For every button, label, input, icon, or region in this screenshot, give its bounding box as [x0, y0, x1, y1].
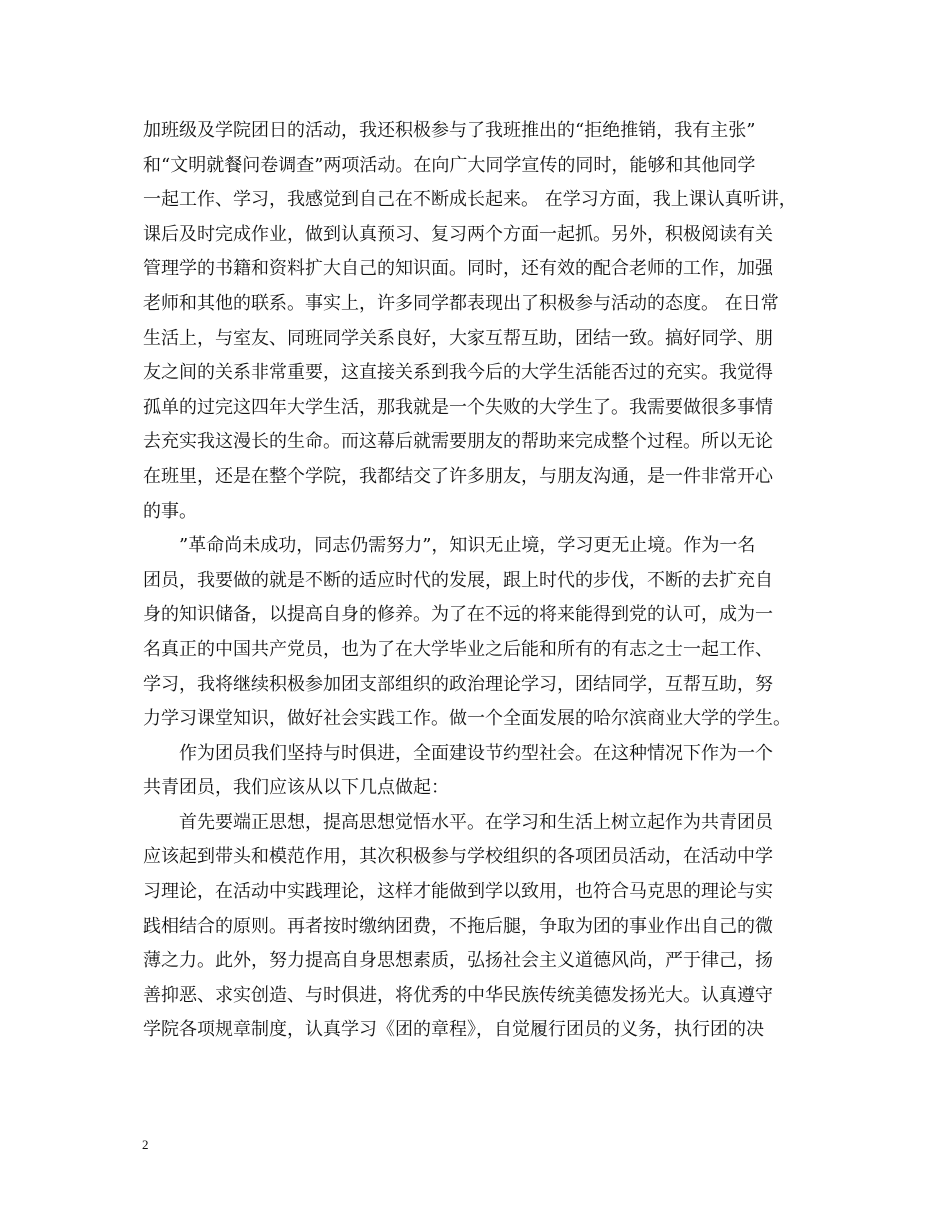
text-line: 孤单的过完这四年大学生活，那我就是一个失败的大学生了。我需要做很多事情	[143, 396, 773, 418]
document-body	[143, 114, 823, 1048]
text-line: 和“文明就餐问卷调查”两项活动。在向广大同学宣传的同时，能够和其他同学	[143, 154, 756, 176]
text-line: 首先要端正思想，提高思想觉悟水平。在学习和生活上树立起作为共青团员	[143, 811, 773, 833]
text-line: 作为团员我们坚持与时俱进，全面建设节约型社会。在这种情况下作为一个	[143, 742, 773, 764]
text-line: 薄之力。此外，努力提高自身思想素质，弘扬社会主义道德风尚，严于律己，扬	[143, 950, 773, 972]
text-line: 名真正的中国共产党员，也为了在大学毕业之后能和所有的有志之士一起工作、	[143, 638, 773, 660]
text-line: 加班级及学院团日的活动，我还积极参与了我班推出的“拒绝推销，我有主张”	[143, 120, 756, 141]
text-line: 课后及时完成作业，做到认真预习、复习两个方面一起抓。另外，积极阅读有关	[143, 223, 773, 245]
text-line: 生活上，与室友、同班同学关系良好，大家互帮互助，团结一致。搞好同学、朋	[143, 327, 773, 349]
text-line: 习理论，在活动中实践理论，这样才能做到学以致用，也符合马克思的理论与实	[143, 881, 773, 903]
text-line: 一起工作、学习，我感觉到自己在不断成长起来。 在学习方面，我上课认真听讲，	[143, 189, 797, 211]
text-line: 共青团员，我们应该从以下几点做起：	[143, 777, 449, 799]
text-line: 应该起到带头和模范作用，其次积极参与学校组织的各项团员活动，在活动中学	[143, 846, 773, 868]
text-line: ”革命尚未成功，同志仍需努力”，知识无止境，学习更无止境。作为一名	[143, 535, 756, 557]
text-line: 学院各项规章制度，认真学习《团的章程》，自觉履行团员的义务，执行团的决	[143, 1019, 764, 1041]
text-line: 管理学的书籍和资料扩大自己的知识面。同时，还有效的配合老师的工作，加强	[143, 258, 773, 280]
text-line: 践相结合的原则。再者按时缴纳团费，不拖后腿，争取为团的事业作出自己的微	[143, 915, 773, 937]
text-line: 学习，我将继续积极参加团支部组织的政治理论学习，团结同学，互帮互助，努	[143, 673, 773, 695]
text-line: 友之间的关系非常重要，这直接关系到我今后的大学生活能否过的充实。我觉得	[143, 362, 773, 384]
text-line: 身的知识储备，以提高自身的修养。为了在不远的将来能得到党的认可，成为一	[143, 604, 773, 626]
text-line: 善抑恶、求实创造、与时俱进，将优秀的中华民族传统美德发扬光大。认真遵守	[143, 984, 773, 1006]
text-line: 团员，我要做的就是不断的适应时代的发展，跟上时代的步伐，不断的去扩充自	[143, 569, 773, 591]
page-number: 2	[142, 1137, 149, 1152]
text-line: 老师和其他的联系。事实上，许多同学都表现出了积极参与活动的态度。 在日常	[143, 292, 779, 314]
text-line: 力学习课堂知识，做好社会实践工作。做一个全面发展的哈尔滨商业大学的学生。	[143, 708, 791, 730]
text-line: 去充实我这漫长的生命。而这幕后就需要朋友的帮助来完成整个过程。所以无论	[143, 431, 773, 453]
text-line: 在班里，还是在整个学院，我都结交了许多朋友，与朋友沟通，是一件非常开心	[143, 465, 773, 487]
text-line: 的事。	[143, 500, 197, 522]
